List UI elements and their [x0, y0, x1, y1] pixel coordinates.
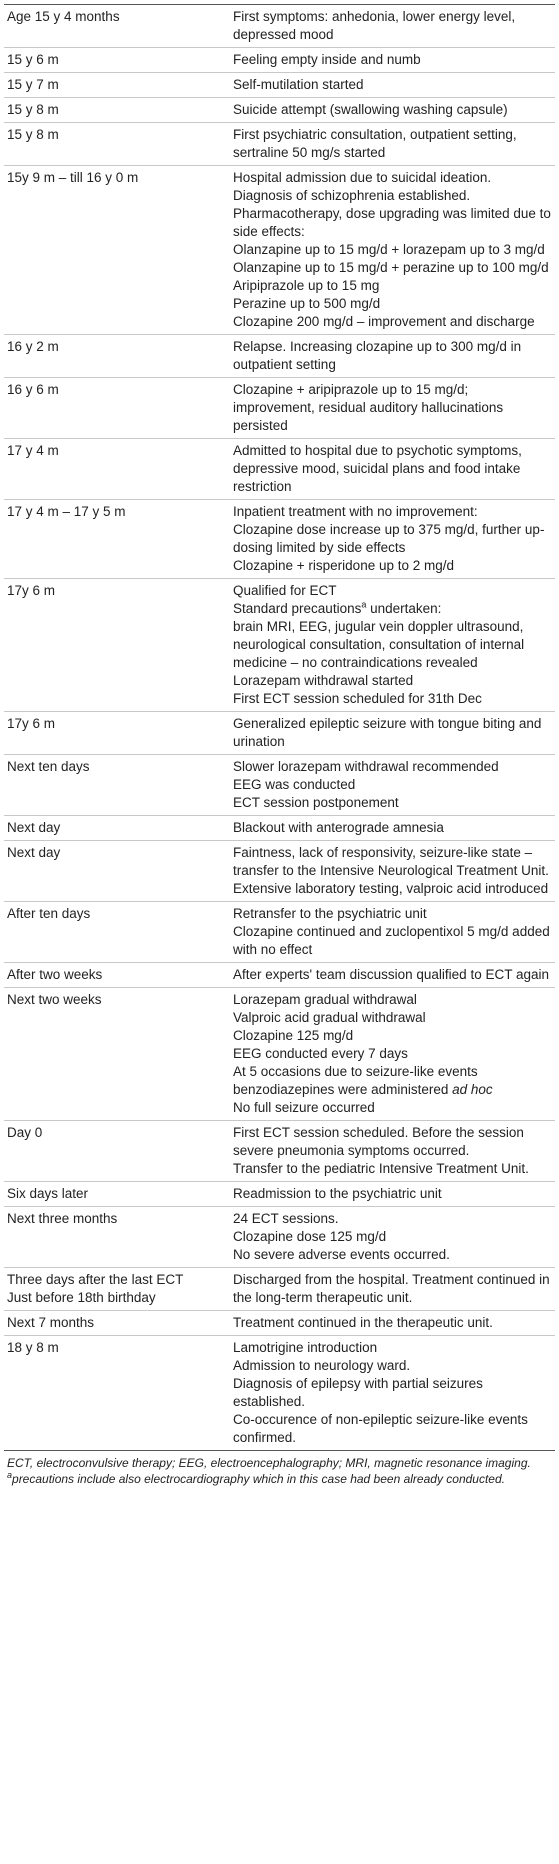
footnote-text: precautions include also electrocardiography which in this case had been already conducted.	[12, 1472, 505, 1486]
time-text: After ten days	[7, 906, 91, 921]
time-cell	[4, 816, 229, 841]
time-cell	[4, 500, 229, 579]
event-text: No severe adverse events occurred.	[233, 1247, 450, 1262]
time-cell	[4, 1336, 229, 1451]
event-text: 24 ECT sessions.	[233, 1211, 339, 1226]
time-text: Next ten days	[7, 759, 90, 774]
event-cell	[229, 5, 555, 48]
event-text: Admitted to hospital due to psychotic symptoms, depressive mood, suicidal plans and food intake restriction	[233, 443, 522, 494]
time-cell	[4, 841, 229, 902]
time-cell	[4, 166, 229, 335]
event-cell	[229, 816, 555, 841]
time-cell	[4, 378, 229, 439]
event-text: Clozapine 125 mg/d	[233, 1028, 354, 1043]
time-text: Age 15 y 4 months	[7, 9, 120, 24]
time-text: Just before 18th birthday	[7, 1290, 156, 1305]
time-text: 17y 6 m	[7, 583, 56, 598]
event-text: Lamotrigine introduction	[233, 1340, 378, 1355]
event-cell	[229, 378, 555, 439]
event-text: Retransfer to the psychiatric unit	[233, 906, 427, 921]
event-cell	[229, 439, 555, 500]
event-cell	[229, 963, 555, 988]
event-text: After experts' team discussion qualified to ECT again	[233, 967, 549, 982]
event-text: Readmission to the psychiatric unit	[233, 1186, 442, 1201]
precautions-prefix: Standard precautions	[233, 601, 362, 616]
time-cell	[4, 963, 229, 988]
event-text: Hospital admission due to suicidal ideation.	[233, 170, 492, 185]
adhoc-italic: ad hoc	[452, 1082, 493, 1097]
event-text: Transfer to the pediatric Intensive Treatment Unit.	[233, 1161, 529, 1176]
adhoc-line	[233, 1063, 553, 1099]
time-text: Next 7 months	[7, 1315, 95, 1330]
event-cell	[229, 1207, 555, 1268]
table-row	[4, 963, 555, 988]
time-cell	[4, 1121, 229, 1182]
precautions-suffix: undertaken:	[366, 601, 442, 616]
event-cell	[229, 902, 555, 963]
time-text: 15 y 8 m	[7, 127, 59, 142]
time-text: 15y 9 m – till 16 y 0 m	[7, 170, 139, 185]
event-text: Clozapine 200 mg/d – improvement and discharge	[233, 314, 535, 329]
time-text: 15 y 6 m	[7, 52, 59, 67]
time-text: After two weeks	[7, 967, 103, 982]
table-row	[4, 5, 555, 48]
time-text: Six days later	[7, 1186, 89, 1201]
time-cell	[4, 439, 229, 500]
table-row	[4, 988, 555, 1121]
event-cell	[229, 755, 555, 816]
event-text: Generalized epileptic seizure with tongue biting and urination	[233, 716, 542, 749]
footnote-marker: a	[7, 1470, 13, 1480]
event-text: EEG conducted every 7 days	[233, 1046, 408, 1061]
event-cell	[229, 988, 555, 1121]
event-cell	[229, 500, 555, 579]
event-cell	[229, 1121, 555, 1182]
event-text: Relapse. Increasing clozapine up to 300 mg/d in outpatient setting	[233, 339, 522, 372]
table-row	[4, 73, 555, 98]
time-text: 15 y 8 m	[7, 102, 59, 117]
event-cell	[229, 98, 555, 123]
table-row	[4, 841, 555, 902]
time-cell	[4, 335, 229, 378]
event-text: Qualified for ECT	[233, 583, 337, 598]
event-text: First ECT session scheduled for 31th Dec	[233, 691, 482, 706]
clinical-course-table-container	[4, 0, 555, 1487]
event-cell	[229, 335, 555, 378]
time-text: 17 y 4 m – 17 y 5 m	[7, 504, 126, 519]
event-cell	[229, 1268, 555, 1311]
time-cell	[4, 755, 229, 816]
table-row	[4, 1182, 555, 1207]
table-row	[4, 579, 555, 712]
table-row	[4, 902, 555, 963]
event-text: Olanzapine up to 15 mg/d + perazine up to 100 mg/d	[233, 260, 549, 275]
event-text: Clozapine continued and zuclopentixol 5 mg/d added with no effect	[233, 924, 550, 957]
event-text: Diagnosis of schizophrenia established.	[233, 188, 471, 203]
event-text: Clozapine + aripiprazole up to 15 mg/d; improvement, residual auditory hallucinations persisted	[233, 382, 504, 433]
event-cell	[229, 48, 555, 73]
time-cell	[4, 579, 229, 712]
time-cell	[4, 98, 229, 123]
event-text: Discharged from the hospital. Treatment continued in the long-term therapeutic unit.	[233, 1272, 550, 1305]
table-row	[4, 48, 555, 73]
event-cell	[229, 73, 555, 98]
event-text: Pharmacotherapy, dose upgrading was limited due to side effects:	[233, 206, 551, 239]
table-row	[4, 378, 555, 439]
event-text: Slower lorazepam withdrawal recommended	[233, 759, 499, 774]
table-row	[4, 1207, 555, 1268]
event-cell	[229, 579, 555, 712]
event-cell	[229, 166, 555, 335]
time-text: 16 y 6 m	[7, 382, 59, 397]
event-text: Extensive laboratory testing, valproic acid introduced	[233, 881, 549, 896]
table-row	[4, 1121, 555, 1182]
table-row	[4, 1311, 555, 1336]
time-text: Next day	[7, 820, 61, 835]
event-text: Treatment continued in the therapeutic unit.	[233, 1315, 493, 1330]
event-text: No full seizure occurred	[233, 1100, 375, 1115]
clinical-course-table	[4, 4, 555, 1451]
event-cell	[229, 1336, 555, 1451]
table-row	[4, 500, 555, 579]
table-row	[4, 123, 555, 166]
time-text: 18 y 8 m	[7, 1340, 59, 1355]
event-text: Olanzapine up to 15 mg/d + lorazepam up to 3 mg/d	[233, 242, 545, 257]
event-text: Self-mutilation started	[233, 77, 364, 92]
time-cell	[4, 5, 229, 48]
event-text: Faintness, lack of responsivity, seizure-like state – transfer to the Intensive Neurological Treatment Unit.	[233, 845, 549, 878]
event-text: Diagnosis of epilepsy with partial seizures established.	[233, 1376, 483, 1409]
table-row	[4, 816, 555, 841]
table-row	[4, 439, 555, 500]
time-cell	[4, 712, 229, 755]
event-text: First ECT session scheduled. Before the session severe pneumonia symptoms occurred.	[233, 1125, 524, 1158]
time-cell	[4, 1207, 229, 1268]
time-cell	[4, 123, 229, 166]
precautions-footnote	[7, 1471, 553, 1487]
time-text: Next three months	[7, 1211, 118, 1226]
time-text: Day 0	[7, 1125, 43, 1140]
time-cell	[4, 48, 229, 73]
event-cell	[229, 841, 555, 902]
time-cell	[4, 988, 229, 1121]
event-text: Co-occurence of non-epileptic seizure-like events confirmed.	[233, 1412, 528, 1445]
event-text: Feeling empty inside and numb	[233, 52, 421, 67]
time-text: Three days after the last ECT	[7, 1272, 184, 1287]
time-text: 16 y 2 m	[7, 339, 59, 354]
event-cell	[229, 712, 555, 755]
time-text: Next day	[7, 845, 61, 860]
event-text: EEG was conducted	[233, 777, 356, 792]
event-text: First psychiatric consultation, outpatient setting, sertraline 50 mg/s started	[233, 127, 517, 160]
event-text: ECT session postponement	[233, 795, 399, 810]
event-text: Suicide attempt (swallowing washing capsule)	[233, 102, 508, 117]
event-text: Lorazepam gradual withdrawal	[233, 992, 417, 1007]
time-cell	[4, 1182, 229, 1207]
table-row	[4, 1336, 555, 1451]
event-text: Blackout with anterograde amnesia	[233, 820, 444, 835]
event-text: Clozapine dose increase up to 375 mg/d, further up-dosing limited by side effects	[233, 522, 545, 555]
event-text: Inpatient treatment with no improvement:	[233, 504, 478, 519]
precautions-line	[233, 600, 553, 618]
event-cell	[229, 123, 555, 166]
abbreviations-footnote: ECT, electroconvulsive therapy; EEG, electroencephalography; MRI, magnetic resonance imaging.	[7, 1456, 531, 1470]
table-body	[4, 5, 555, 1451]
event-text: Valproic acid gradual withdrawal	[233, 1010, 426, 1025]
table-row	[4, 755, 555, 816]
time-text: 15 y 7 m	[7, 77, 59, 92]
event-text: Perazine up to 500 mg/d	[233, 296, 381, 311]
time-text: 17 y 4 m	[7, 443, 59, 458]
time-cell	[4, 73, 229, 98]
time-text: Next two weeks	[7, 992, 102, 1007]
event-text: Lorazepam withdrawal started	[233, 673, 414, 688]
event-text: Admission to neurology ward.	[233, 1358, 411, 1373]
event-text: First symptoms: anhedonia, lower energy level, depressed mood	[233, 9, 516, 42]
table-row	[4, 335, 555, 378]
event-text: Aripiprazole up to 15 mg	[233, 278, 380, 293]
event-cell	[229, 1311, 555, 1336]
footnote-marker: a	[361, 599, 367, 610]
table-row	[4, 1268, 555, 1311]
time-text: 17y 6 m	[7, 716, 56, 731]
event-text: Clozapine + risperidone up to 2 mg/d	[233, 558, 455, 573]
table-footnotes	[4, 1455, 555, 1487]
event-cell	[229, 1182, 555, 1207]
adhoc-prefix: At 5 occasions due to seizure-like events benzodiazepines were administered	[233, 1064, 478, 1097]
table-row	[4, 712, 555, 755]
time-cell	[4, 1268, 229, 1311]
event-text: Clozapine dose 125 mg/d	[233, 1229, 387, 1244]
event-text: brain MRI, EEG, jugular vein doppler ultrasound, neurological consultation, consultation of internal medicine – no contraindications revealed	[233, 619, 525, 670]
table-row	[4, 98, 555, 123]
table-row	[4, 166, 555, 335]
time-cell	[4, 902, 229, 963]
time-cell	[4, 1311, 229, 1336]
